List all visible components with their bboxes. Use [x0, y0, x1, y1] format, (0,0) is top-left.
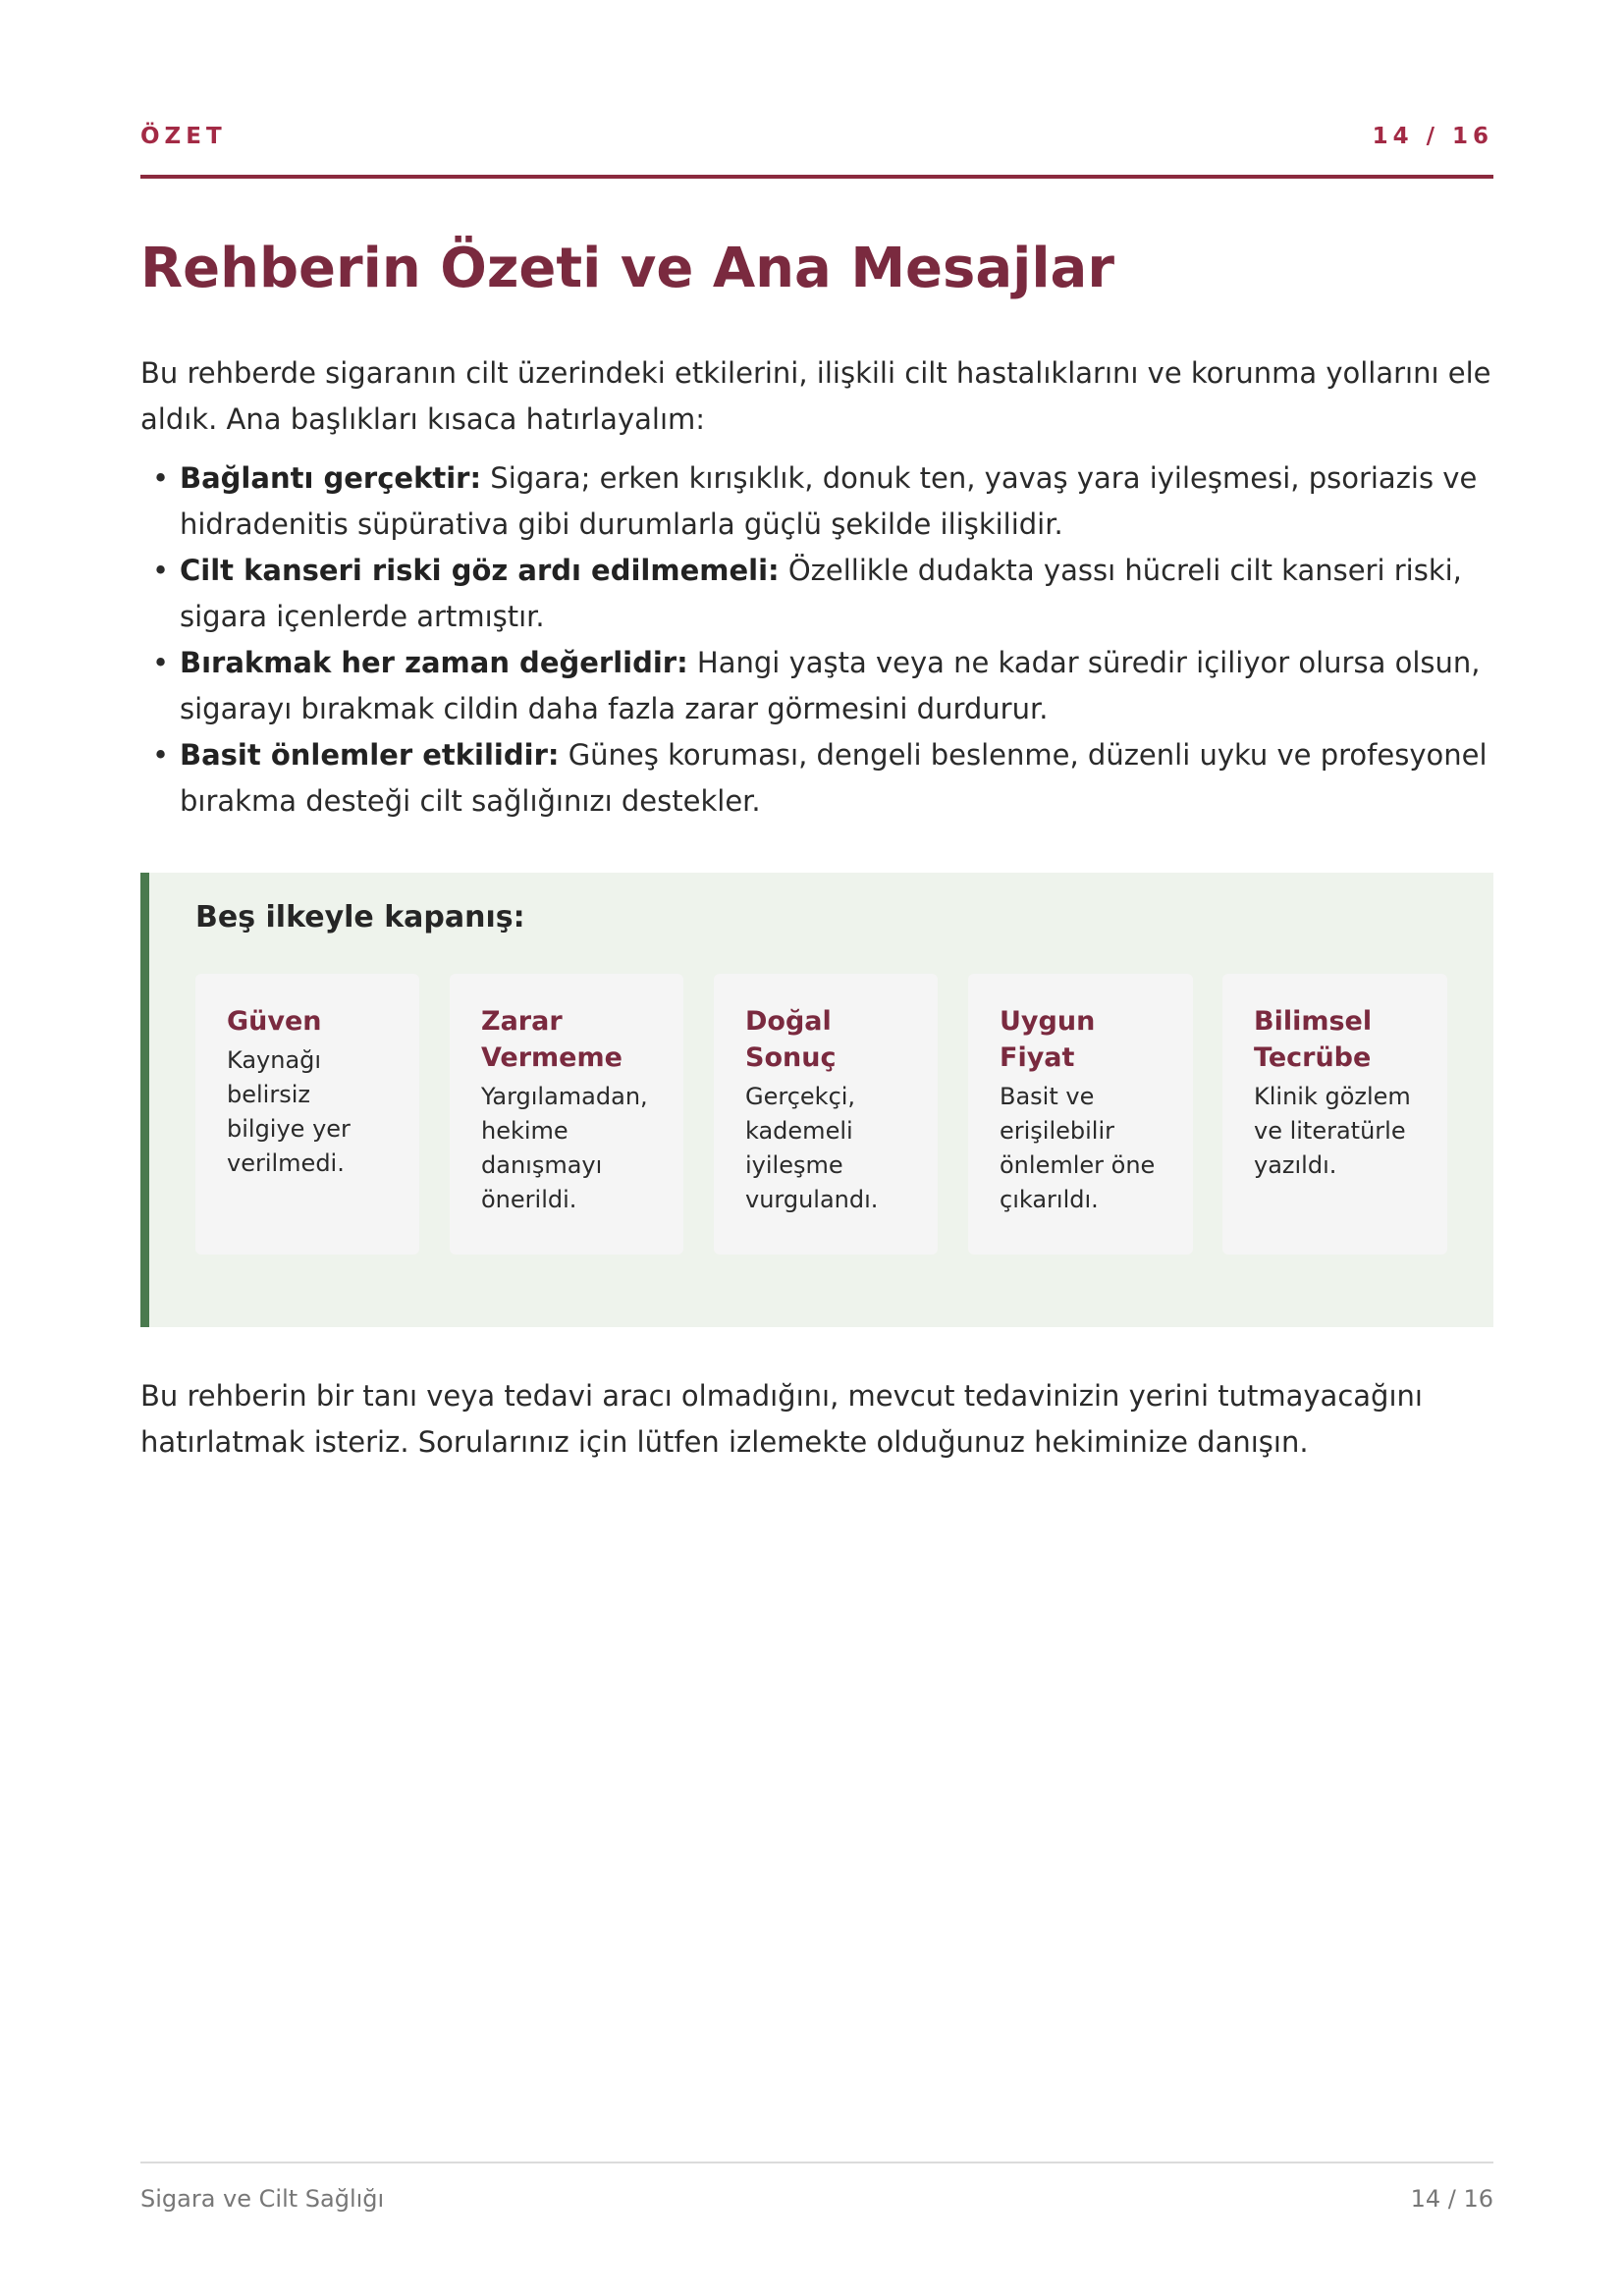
- principles-callout: [140, 873, 1493, 1327]
- key-points-list: [140, 455, 1493, 825]
- bullet-lead: Cilt kanseri riski göz ardı edilmemeli:: [180, 554, 780, 587]
- principle-card-title: Doğal Sonuç: [745, 1006, 837, 1073]
- list-item: [140, 455, 1493, 548]
- principle-card-text: Gerçekçi, kademeli iyileşme vurgulandı.: [745, 1083, 879, 1213]
- list-item: [140, 548, 1493, 640]
- principle-card-text: Basit ve erişilebilir önlemler öne çıkarıldı.: [1000, 1083, 1156, 1213]
- principles-heading: Beş ilkeyle kapanış:: [195, 900, 525, 934]
- principle-card-text: Klinik gözlem ve literatürle yazıldı.: [1254, 1083, 1411, 1179]
- page-title: Rehberin Özeti ve Ana Mesajlar: [140, 237, 1114, 300]
- principle-card-title: Güven: [227, 1006, 322, 1037]
- closing-paragraph: Bu rehberin bir tanı veya tedavi aracı olmadığını, mevcut tedavinizin yerini tutmayacağını hatırlatmak isteriz. Sorularınız için lütfen izlemekte olduğunuz hekiminize danışın.: [140, 1379, 1423, 1459]
- principle-card-dogal-sonuc: [714, 974, 938, 1255]
- footer-page-number: 14 / 16: [1410, 2185, 1493, 2213]
- page-footer: [140, 2162, 1493, 2222]
- list-item: [140, 732, 1493, 825]
- bullet-lead: Bağlantı gerçektir:: [180, 461, 482, 495]
- principle-card-uygun-fiyat: [968, 974, 1193, 1255]
- header-section-label: ÖZET: [140, 124, 227, 149]
- bullet-lead: Basit önlemler etkilidir:: [180, 738, 560, 772]
- running-header: [140, 122, 1493, 179]
- bullet-text: Güneş koruması, dengeli beslenme, düzenli uyku ve profesyonel bırakma desteği cilt sağlığınızı destekler.: [180, 738, 1488, 818]
- bullet-text: Sigara; erken kırışıklık, donuk ten, yavaş yara iyileşmesi, psoriazis ve hidradenitis süpürativa gibi durumlarla güçlü şekilde ilişkilidir.: [180, 461, 1478, 541]
- intro-paragraph: Bu rehberde sigaranın cilt üzerindeki etkilerini, ilişkili cilt hastalıklarını ve korunma yollarını ele aldık. Ana başlıkları kısaca hatırlayalım:: [140, 356, 1491, 436]
- principle-card-guven: [195, 974, 419, 1255]
- principle-card-title: Uygun Fiyat: [1000, 1006, 1096, 1073]
- bullet-text: Hangi yaşta veya ne kadar süredir içiliyor olursa olsun, sigarayı bırakmak cildin daha fazla zarar görmesini durdurur.: [180, 646, 1481, 725]
- principle-card-text: Yargılamadan, hekime danışmayı önerildi.: [481, 1083, 648, 1213]
- bullet-lead: Bırakmak her zaman değerlidir:: [180, 646, 688, 679]
- principle-card-title: Bilimsel Tecrübe: [1254, 1006, 1373, 1073]
- principle-card-title: Zarar Vermeme: [481, 1006, 623, 1073]
- list-item: [140, 640, 1493, 732]
- principle-card-text: Kaynağı belirsiz bilgiye yer verilmedi.: [227, 1046, 351, 1177]
- footer-document-title: Sigara ve Cilt Sağlığı: [140, 2185, 385, 2213]
- principle-card-bilimsel-tecrube: [1222, 974, 1447, 1255]
- principle-card-zarar-vermeme: [450, 974, 683, 1255]
- header-page-number: 14 / 16: [1372, 124, 1493, 149]
- bullet-text: Özellikle dudakta yassı hücreli cilt kanseri riski, sigara içenlerde artmıştır.: [180, 554, 1462, 633]
